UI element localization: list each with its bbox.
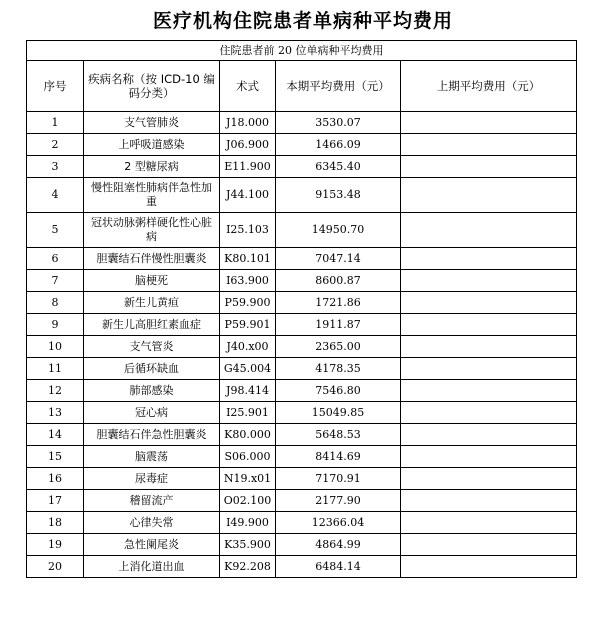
row-seq: 4 xyxy=(27,178,84,213)
row-current-cost: 9153.48 xyxy=(276,178,401,213)
table-row xyxy=(27,156,577,178)
row-current-cost: 4864.99 xyxy=(276,534,401,556)
row-previous-cost xyxy=(401,336,577,358)
row-previous-cost xyxy=(401,156,577,178)
row-current-cost: 2177.90 xyxy=(276,490,401,512)
row-seq: 15 xyxy=(27,446,84,468)
table-row xyxy=(27,512,577,534)
page-title: 医疗机构住院患者单病种平均费用 xyxy=(152,10,453,32)
row-code: I25.901 xyxy=(220,402,276,424)
row-previous-cost xyxy=(401,112,577,134)
row-current-cost: 15049.85 xyxy=(276,402,401,424)
row-disease-name: 新生儿黄疸 xyxy=(84,292,220,314)
row-disease-name: 尿毒症 xyxy=(84,468,220,490)
row-code: P59.901 xyxy=(220,314,276,336)
table-row xyxy=(27,358,577,380)
row-previous-cost xyxy=(401,178,577,213)
row-seq: 17 xyxy=(27,490,84,512)
row-seq: 8 xyxy=(27,292,84,314)
header-disease: 疾病名称（按 ICD-10 编码分类） xyxy=(84,61,220,112)
table-row xyxy=(27,314,577,336)
row-disease-name: 慢性阻塞性肺病伴急性加重 xyxy=(84,178,220,213)
row-seq: 2 xyxy=(27,134,84,156)
row-disease-name: 胆囊结石伴急性胆囊炎 xyxy=(84,424,220,446)
row-previous-cost xyxy=(401,512,577,534)
row-previous-cost xyxy=(401,490,577,512)
row-previous-cost xyxy=(401,534,577,556)
row-current-cost: 2365.00 xyxy=(276,336,401,358)
row-previous-cost xyxy=(401,248,577,270)
row-code: J06.900 xyxy=(220,134,276,156)
row-previous-cost xyxy=(401,292,577,314)
row-seq: 11 xyxy=(27,358,84,380)
row-code: J98.414 xyxy=(220,380,276,402)
header-current: 本期平均费用（元） xyxy=(276,61,401,112)
row-code: I25.103 xyxy=(220,213,276,248)
row-disease-name: 冠心病 xyxy=(84,402,220,424)
table-row xyxy=(27,446,577,468)
row-seq: 16 xyxy=(27,468,84,490)
row-code: K80.000 xyxy=(220,424,276,446)
row-seq: 7 xyxy=(27,270,84,292)
row-current-cost: 7546.80 xyxy=(276,380,401,402)
table-row xyxy=(27,292,577,314)
row-code: P59.900 xyxy=(220,292,276,314)
row-current-cost: 8414.69 xyxy=(276,446,401,468)
row-seq: 5 xyxy=(27,213,84,248)
table-row xyxy=(27,213,577,248)
table-row xyxy=(27,178,577,213)
table-row xyxy=(27,380,577,402)
table-body xyxy=(27,112,577,578)
row-seq: 6 xyxy=(27,248,84,270)
row-previous-cost xyxy=(401,446,577,468)
row-disease-name: 胆囊结石伴慢性胆囊炎 xyxy=(84,248,220,270)
row-code: J44.100 xyxy=(220,178,276,213)
row-previous-cost xyxy=(401,468,577,490)
table-row xyxy=(27,556,577,578)
row-seq: 12 xyxy=(27,380,84,402)
row-disease-name: 脑震荡 xyxy=(84,446,220,468)
table-row xyxy=(27,468,577,490)
row-code: S06.000 xyxy=(220,446,276,468)
table-row xyxy=(27,402,577,424)
row-previous-cost xyxy=(401,380,577,402)
table-row xyxy=(27,534,577,556)
row-disease-name: 心律失常 xyxy=(84,512,220,534)
row-current-cost: 5648.53 xyxy=(276,424,401,446)
row-code: K80.101 xyxy=(220,248,276,270)
table-row xyxy=(27,134,577,156)
row-disease-name: 2 型糖尿病 xyxy=(84,156,220,178)
row-disease-name: 支气管炎 xyxy=(84,336,220,358)
header-code: 术式 xyxy=(220,61,276,112)
row-current-cost: 12366.04 xyxy=(276,512,401,534)
row-code: G45.004 xyxy=(220,358,276,380)
table-row xyxy=(27,490,577,512)
row-current-cost: 1911.87 xyxy=(276,314,401,336)
table-row xyxy=(27,112,577,134)
table-row xyxy=(27,270,577,292)
row-previous-cost xyxy=(401,134,577,156)
row-current-cost: 8600.87 xyxy=(276,270,401,292)
row-code: K92.208 xyxy=(220,556,276,578)
row-seq: 18 xyxy=(27,512,84,534)
header-previous: 上期平均费用（元） xyxy=(401,61,577,112)
row-disease-name: 新生儿高胆红素血症 xyxy=(84,314,220,336)
row-code: J40.x00 xyxy=(220,336,276,358)
row-current-cost: 6484.14 xyxy=(276,556,401,578)
row-previous-cost xyxy=(401,358,577,380)
row-seq: 14 xyxy=(27,424,84,446)
table-row xyxy=(27,424,577,446)
row-previous-cost xyxy=(401,402,577,424)
row-code: I49.900 xyxy=(220,512,276,534)
row-seq: 19 xyxy=(27,534,84,556)
row-previous-cost xyxy=(401,270,577,292)
row-current-cost: 6345.40 xyxy=(276,156,401,178)
row-current-cost: 7170.91 xyxy=(276,468,401,490)
row-previous-cost xyxy=(401,424,577,446)
row-seq: 3 xyxy=(27,156,84,178)
row-disease-name: 急性阑尾炎 xyxy=(84,534,220,556)
row-seq: 10 xyxy=(27,336,84,358)
row-seq: 13 xyxy=(27,402,84,424)
row-disease-name: 上呼吸道感染 xyxy=(84,134,220,156)
table-caption: 住院患者前 20 位单病种平均费用 xyxy=(27,41,577,61)
table-row xyxy=(27,336,577,358)
row-code: E11.900 xyxy=(220,156,276,178)
row-disease-name: 稽留流产 xyxy=(84,490,220,512)
row-seq: 1 xyxy=(27,112,84,134)
row-current-cost: 4178.35 xyxy=(276,358,401,380)
header-seq: 序号 xyxy=(27,61,84,112)
row-code: O02.100 xyxy=(220,490,276,512)
row-previous-cost xyxy=(401,213,577,248)
row-seq: 20 xyxy=(27,556,84,578)
row-current-cost: 3530.07 xyxy=(276,112,401,134)
cost-table xyxy=(26,40,577,578)
row-current-cost: 1721.86 xyxy=(276,292,401,314)
row-code: N19.x01 xyxy=(220,468,276,490)
row-previous-cost xyxy=(401,314,577,336)
row-code: K35.900 xyxy=(220,534,276,556)
row-disease-name: 上消化道出血 xyxy=(84,556,220,578)
row-code: J18.000 xyxy=(220,112,276,134)
row-current-cost: 1466.09 xyxy=(276,134,401,156)
table-row xyxy=(27,248,577,270)
row-disease-name: 支气管肺炎 xyxy=(84,112,220,134)
row-previous-cost xyxy=(401,556,577,578)
row-disease-name: 脑梗死 xyxy=(84,270,220,292)
row-code: I63.900 xyxy=(220,270,276,292)
row-current-cost: 7047.14 xyxy=(276,248,401,270)
row-seq: 9 xyxy=(27,314,84,336)
row-current-cost: 14950.70 xyxy=(276,213,401,248)
row-disease-name: 冠状动脉粥样硬化性心脏病 xyxy=(84,213,220,248)
row-disease-name: 肺部感染 xyxy=(84,380,220,402)
row-disease-name: 后循环缺血 xyxy=(84,358,220,380)
